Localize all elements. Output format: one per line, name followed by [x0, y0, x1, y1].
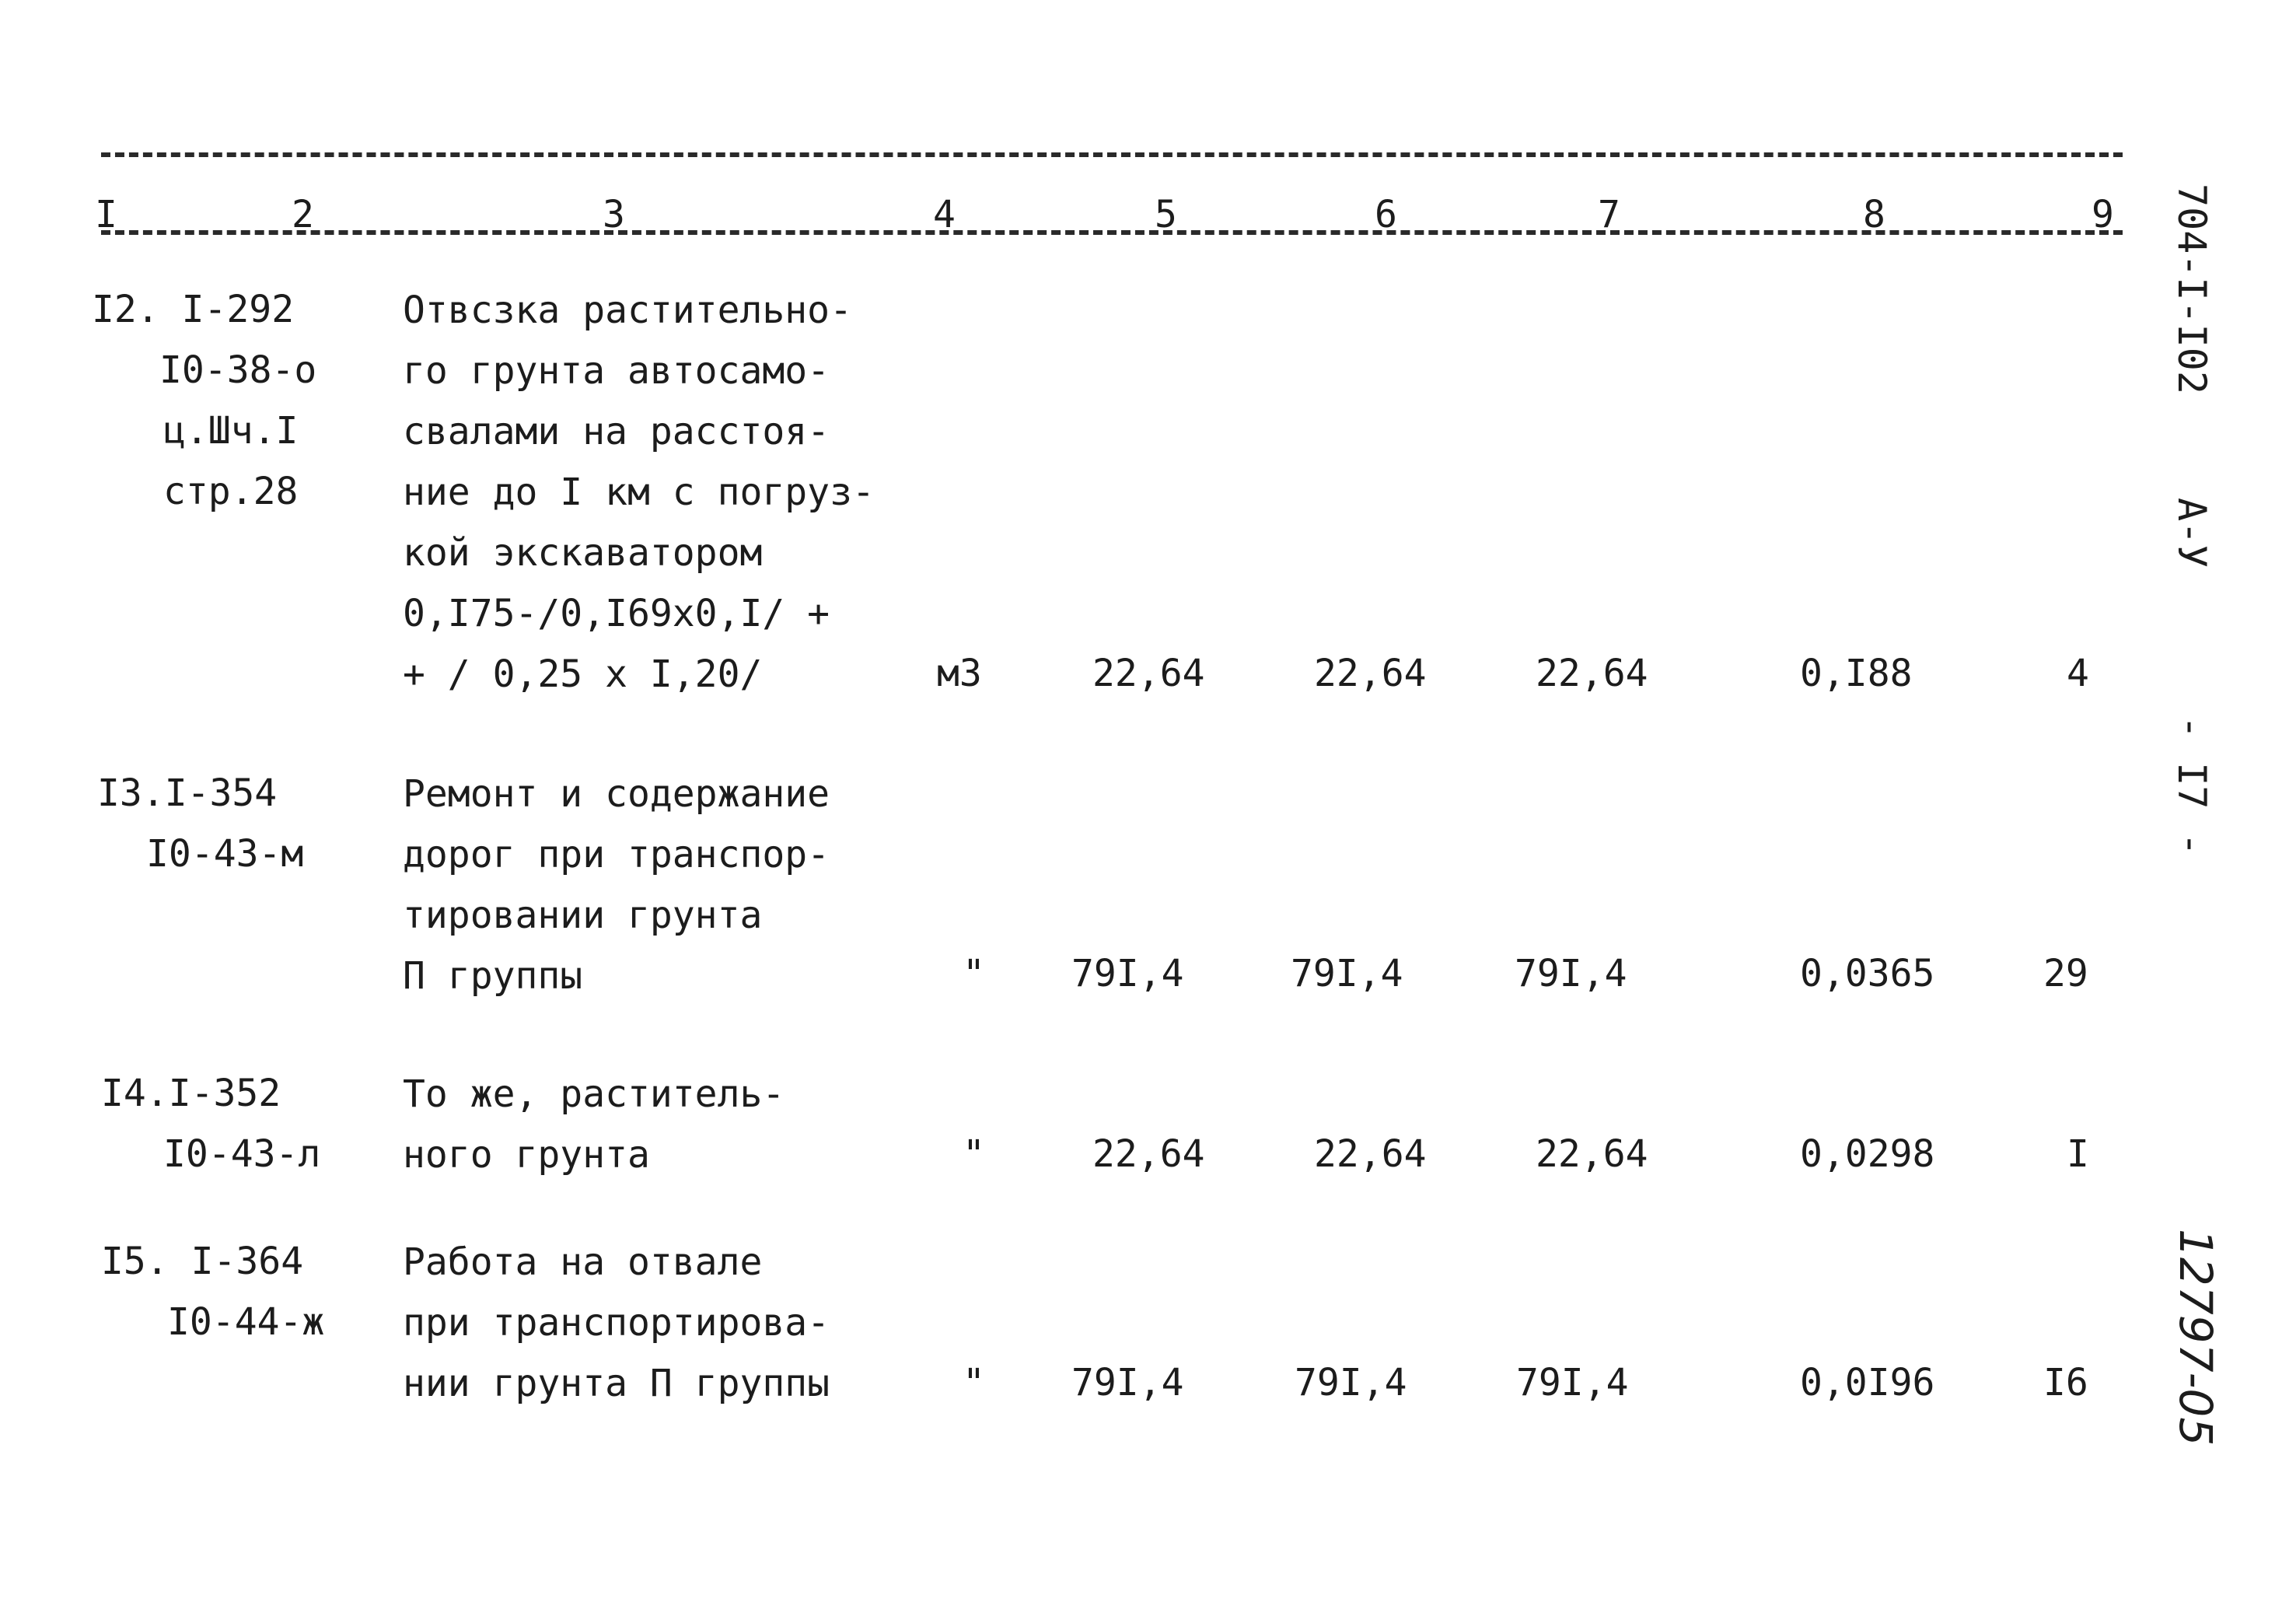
row-norm-code: ц.Шч.I [163, 409, 299, 453]
row-norm-code: I0-44-ж [167, 1300, 325, 1344]
row-norm-code: I0-38-о [159, 348, 317, 392]
row-unit: " [963, 1132, 985, 1176]
row-number: I3.I-354 [97, 771, 278, 815]
column-number: 2 [292, 193, 314, 236]
row-description: Работа на отвале при транспортирова- нии грунта П группы [403, 1240, 830, 1405]
row-unit: " [963, 952, 985, 995]
row-value-col6: 22,64 [1314, 1132, 1427, 1176]
column-number: 3 [603, 193, 625, 236]
header-dashed-rule [101, 230, 2123, 235]
row-value-col6: 79I,4 [1295, 1361, 1407, 1404]
column-number: 7 [1598, 193, 1620, 236]
row-norm-code: I0-43-л [163, 1132, 321, 1176]
row-norm-code: I0-43-м [146, 832, 304, 876]
row-value-col9: 4 [2067, 652, 2089, 695]
column-number: 4 [933, 193, 956, 236]
row-value-col5: 79I,4 [1071, 1361, 1184, 1404]
row-description: Ремонт и содержание дорог при транспор- тировании грунта П группы [403, 772, 830, 998]
row-value-col6: 22,64 [1314, 652, 1427, 695]
column-number: 6 [1375, 193, 1397, 236]
row-value-col8: 0,I88 [1800, 652, 1913, 695]
row-value-col6: 79I,4 [1291, 952, 1403, 995]
page-number: - I7 - [2169, 715, 2214, 856]
row-value-col9: I6 [2043, 1361, 2088, 1404]
row-number: I5. I-364 [101, 1240, 304, 1283]
row-unit: м3 [937, 652, 982, 695]
column-number: 9 [2092, 193, 2114, 236]
column-number: I [95, 193, 117, 236]
row-value-col8: 0,0I96 [1800, 1361, 1935, 1404]
row-value-col7: 22,64 [1536, 1132, 1648, 1176]
row-value-col7: 79I,4 [1516, 1361, 1629, 1404]
row-norm-code: стр.28 [163, 470, 299, 513]
row-value-col8: 0,0365 [1800, 952, 1935, 995]
row-value-col7: 79I,4 [1515, 952, 1627, 995]
row-value-col8: 0,0298 [1800, 1132, 1935, 1176]
row-description: Отвсзка растительно- го грунта автосамо- свалами на расстоя- ние до I км с погруз- кой экскаватором 0,I75-/0,I69х0,I/ + + / 0,25 х I,20/ [403, 289, 875, 696]
album-label: А-У [2169, 498, 2214, 568]
row-value-col9: I [2067, 1132, 2089, 1176]
row-value-col9: 29 [2043, 952, 2088, 995]
row-number: I2. I-292 [92, 288, 295, 331]
row-unit: " [963, 1361, 985, 1404]
document-code: 704-I-I02 [2169, 184, 2214, 394]
row-value-col5: 22,64 [1092, 652, 1205, 695]
row-value-col7: 22,64 [1536, 652, 1648, 695]
column-number: 8 [1863, 193, 1885, 236]
archive-number: 12797-05 [2169, 1229, 2222, 1446]
row-number: I4.I-352 [101, 1072, 281, 1115]
row-value-col5: 22,64 [1092, 1132, 1205, 1176]
row-description: То же, раститель- ного грунта [403, 1072, 785, 1177]
top-dashed-rule [101, 152, 2123, 157]
column-number: 5 [1155, 193, 1177, 236]
row-value-col5: 79I,4 [1071, 952, 1184, 995]
